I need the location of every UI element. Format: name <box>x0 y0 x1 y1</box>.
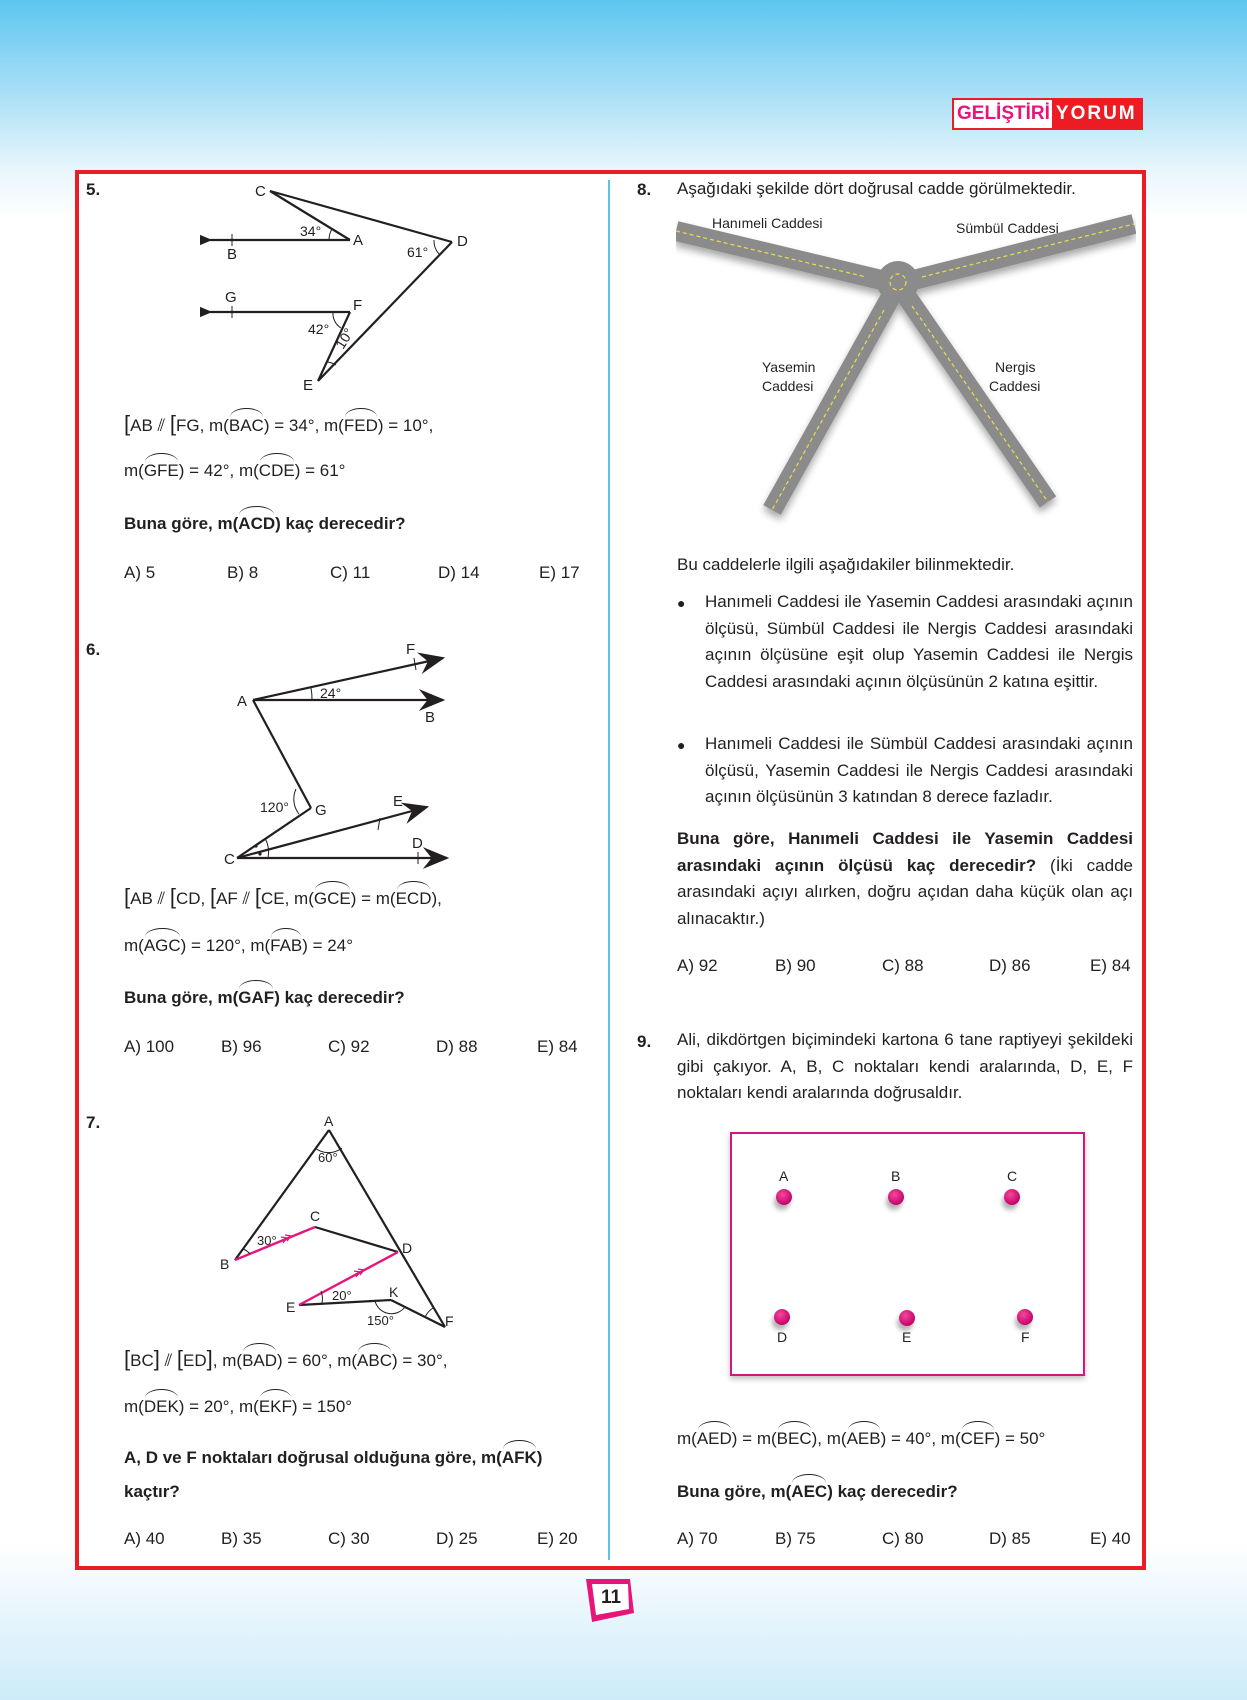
q8-known: Bu caddelerle ilgili aşağıdakiler bilinmektedir. <box>677 555 1015 574</box>
q6-label-a: A <box>237 693 248 710</box>
brand-part1: GELİŞTİRİ <box>954 100 1052 128</box>
q5-given-line2: m(GFE) = 42°, m(CDE) = 61° <box>124 458 345 484</box>
q9-question: Buna göre, m(AEC) kaç derecedir? <box>677 1479 958 1505</box>
q5-choice-e[interactable]: E) 17 <box>539 563 580 582</box>
street-label-nergis-1: Nergis <box>995 359 1036 375</box>
q7-given-line2: m(DEK) = 20°, m(EKF) = 150° <box>124 1394 352 1420</box>
q8-street-figure <box>676 210 1136 530</box>
q5-angle-gfe: 42° <box>308 321 330 337</box>
q9-choices <box>677 1529 1131 1549</box>
q9-choice-d[interactable]: D) 85 <box>989 1529 1031 1548</box>
pin-label-b: B <box>891 1168 901 1184</box>
q5-number: 5. <box>86 180 101 199</box>
q5-label-f: F <box>353 297 363 314</box>
q8-bullet-1: ● Hanımeli Caddesi ile Yasemin Caddesi arasındaki açının ölçüsü, Sümbül Caddesi ile Nergis Caddesi arasındaki açının ölçüsüne eşit olup Yasemin Caddesi ile Nergis Caddesi arasındaki açının ölçüsünün 2 katına eşittir. <box>677 589 1133 695</box>
bullet-icon: ● <box>677 737 686 753</box>
q6-label-b: B <box>425 709 436 726</box>
q5-label-e: E <box>303 377 314 393</box>
q7-label-d: D <box>402 1240 413 1256</box>
q6-given-line2: m(AGC) = 120°, m(FAB) = 24° <box>124 933 353 959</box>
q7-choice-d[interactable]: D) 25 <box>436 1529 478 1548</box>
q6-label-c: C <box>224 851 235 868</box>
pin-label-a: A <box>779 1168 789 1184</box>
q5-choice-b[interactable]: B) 8 <box>227 563 259 582</box>
q9-choice-c[interactable]: C) 80 <box>882 1529 924 1548</box>
q6-choices <box>124 1037 578 1057</box>
q8-intro: Aşağıdaki şekilde dört doğrusal cadde görülmektedir. <box>677 179 1076 198</box>
q7-number: 7. <box>86 1113 101 1132</box>
q9-choice-a[interactable]: A) 70 <box>677 1529 718 1548</box>
q9-given: m(AED) = m(BEC), m(AEB) = 40°, m(CEF) = 50° <box>677 1426 1045 1452</box>
q6-label-d: D <box>412 835 423 852</box>
q6-label-e: E <box>393 793 404 810</box>
q7-choice-c[interactable]: C) 30 <box>328 1529 370 1548</box>
q7-label-e: E <box>286 1299 296 1315</box>
q8-choice-b[interactable]: B) 90 <box>775 956 816 975</box>
q6-angle-agc: 120° <box>260 799 289 815</box>
q7-angle-e: 20° <box>332 1288 352 1303</box>
q5-angle-bac: 34° <box>300 223 322 239</box>
q6-figure <box>210 640 460 870</box>
q7-angle-b: 30° <box>257 1233 277 1248</box>
q6-angle-fab: 24° <box>320 685 342 701</box>
q7-figure <box>215 1110 465 1335</box>
q8-question: Buna göre, Hanımeli Caddesi ile Yasemin Caddesi arasındaki açının ölçüsü kaç derecedir? (İki cadde arasındaki açıyı alırken, doğru açıdan daha küçük olan açı alınacaktır.) <box>677 829 1133 928</box>
q5-choice-d[interactable]: D) 14 <box>438 563 480 582</box>
street-label-yasemin-2: Caddesi <box>762 378 814 394</box>
street-label-yasemin-1: Yasemin <box>762 359 816 375</box>
q9-choice-e[interactable]: E) 40 <box>1090 1529 1131 1548</box>
q9-choice-b[interactable]: B) 75 <box>775 1529 816 1548</box>
q7-question-line2: kaçtır? <box>124 1482 180 1501</box>
pin-label-d: D <box>777 1329 788 1345</box>
column-divider <box>608 180 610 1560</box>
q8-choice-a[interactable]: A) 92 <box>677 956 718 975</box>
q5-figure <box>200 178 480 393</box>
q6-label-g: G <box>315 802 327 819</box>
q5-choice-c[interactable]: C) 11 <box>330 563 371 582</box>
pin-label-f: F <box>1021 1329 1030 1345</box>
q7-choice-a[interactable]: A) 40 <box>124 1529 165 1548</box>
q6-choice-b[interactable]: B) 96 <box>221 1037 262 1056</box>
q7-choice-e[interactable]: E) 20 <box>537 1529 578 1548</box>
q5-label-c: C <box>255 183 266 200</box>
q7-angle-k: 150° <box>367 1313 394 1328</box>
q7-question: A, D ve F noktaları doğrusal olduğuna göre, m(AFK) <box>124 1445 542 1471</box>
pin-label-c: C <box>1007 1168 1018 1184</box>
q8-choices <box>677 956 1131 976</box>
page-number: 11 <box>600 1587 622 1608</box>
q8-choice-d[interactable]: D) 86 <box>989 956 1031 975</box>
q6-number: 6. <box>86 640 101 659</box>
q5-choices <box>124 563 580 583</box>
q6-question: Buna göre, m(GAF) kaç derecedir? <box>124 985 405 1011</box>
q5-given-line1: [AB ⫽ [FG, m(BAC) = 34°, m(FED) = 10°, <box>124 411 433 439</box>
q6-choice-d[interactable]: D) 88 <box>436 1037 478 1056</box>
q5-question: Buna göre, m(ACD) kaç derecedir? <box>124 511 406 537</box>
q7-label-a: A <box>324 1113 334 1129</box>
street-label-nergis-2: Caddesi <box>989 378 1041 394</box>
q6-label-f: F <box>406 641 416 658</box>
brand-logo <box>952 98 1143 130</box>
q5-angle-cde: 61° <box>407 244 429 260</box>
q7-label-b: B <box>220 1256 230 1272</box>
q6-choice-c[interactable]: C) 92 <box>328 1037 370 1056</box>
q8-number: 8. <box>637 180 652 199</box>
q6-choice-a[interactable]: A) 100 <box>124 1037 175 1056</box>
q5-label-g: G <box>225 289 237 306</box>
q6-given-line1: [AB ⫽ [CD, [AF ⫽ [CE, m(GCE) = m(ECD), <box>124 884 442 912</box>
q5-choice-a[interactable]: A) 5 <box>124 563 156 582</box>
q8-choice-e[interactable]: E) 84 <box>1090 956 1131 975</box>
q8-bullet-2: ● Hanımeli Caddesi ile Sümbül Caddesi arasındaki açının ölçüsü, Yasemin Caddesi ile Nergis Caddesi arasındaki açının ölçüsünün 3 katından 8 derece fazladır. <box>677 731 1133 811</box>
q5-label-d: D <box>457 233 468 250</box>
q9-number: 9. <box>637 1032 652 1051</box>
street-label-sumbul: Sümbül Caddesi <box>956 220 1059 236</box>
q7-angle-a: 60° <box>318 1150 338 1165</box>
q9-board-figure <box>722 1124 1102 1384</box>
pin-label-e: E <box>902 1329 912 1345</box>
q7-given-line1: [BC] ⫽ [ED], m(BAD) = 60°, m(ABC) = 30°, <box>124 1346 447 1374</box>
q9-intro: Ali, dikdörtgen biçimindeki kartona 6 tane raptiyeyi şekildeki gibi çakıyor. A, B, C noktaları kendi aralarında, D, E, F noktaları kendi aralarında doğrusaldır. <box>677 1030 1133 1102</box>
bullet-icon: ● <box>677 595 686 611</box>
q7-choices <box>124 1529 578 1549</box>
q8-choice-c[interactable]: C) 88 <box>882 956 924 975</box>
street-label-hanimeli: Hanımeli Caddesi <box>712 215 823 231</box>
q5-angle-fed: 10° <box>331 325 357 352</box>
q6-choice-e[interactable]: E) 84 <box>537 1037 578 1056</box>
q7-label-c: C <box>310 1208 321 1224</box>
q5-label-a: A <box>353 232 364 249</box>
brand-part2: YORUM <box>1052 100 1141 128</box>
q7-label-k: K <box>389 1284 399 1300</box>
page-number-badge <box>584 1575 636 1623</box>
q7-choice-b[interactable]: B) 35 <box>221 1529 262 1548</box>
q7-label-f: F <box>445 1313 454 1329</box>
q5-label-b: B <box>227 246 238 263</box>
